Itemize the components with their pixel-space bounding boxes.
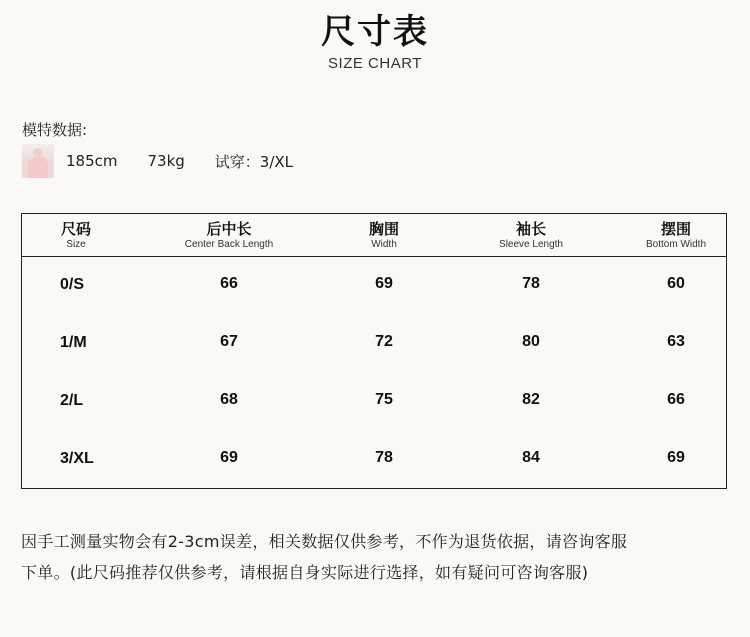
table-cell: 69 bbox=[375, 275, 393, 292]
table-cell: 72 bbox=[375, 333, 393, 350]
table-cell: 69 bbox=[667, 449, 685, 466]
table-cell: 66 bbox=[220, 275, 238, 292]
table-cell: 78 bbox=[375, 449, 393, 466]
disclaimer-line-1: 因手工测量实物会有2-3cm误差，相关数据仅供参考，不作为退货依据，请咨询客服 bbox=[21, 532, 628, 551]
table-cell: 66 bbox=[667, 391, 685, 408]
column-header-size: 尺码 Size bbox=[60, 220, 92, 250]
column-header-sleeve-length: 袖长 Sleeve Length bbox=[499, 220, 563, 250]
model-data-row bbox=[22, 143, 293, 179]
table-cell-size: 3/XL bbox=[60, 450, 94, 467]
table-cell-size: 0/S bbox=[60, 276, 85, 293]
model-height: 185cm bbox=[66, 152, 118, 170]
table-cell-size: 2/L bbox=[60, 392, 84, 409]
model-fit-size: 试穿：3/XL bbox=[214, 152, 294, 171]
model-photo bbox=[22, 144, 54, 178]
column-header-back-length: 后中长 Center Back Length bbox=[184, 220, 274, 250]
table-cell: 68 bbox=[220, 391, 238, 408]
column-header-bottom-width: 摆围 Bottom Width bbox=[645, 220, 707, 250]
table-cell: 69 bbox=[220, 449, 238, 466]
table-cell-size: 1/M bbox=[60, 334, 87, 351]
table-header bbox=[22, 214, 726, 257]
table-cell: 78 bbox=[522, 275, 540, 292]
disclaimer-line-2: 下单。(此尺码推荐仅供参考，请根据自身实际进行选择，如有疑问可咨询客服) bbox=[21, 563, 589, 582]
column-header-width: 胸围 Width bbox=[368, 220, 400, 250]
disclaimer-note bbox=[21, 526, 731, 588]
table-cell: 63 bbox=[667, 333, 685, 350]
table-cell: 67 bbox=[220, 333, 238, 350]
table-cell: 80 bbox=[522, 333, 540, 350]
table-cell: 75 bbox=[375, 391, 393, 408]
model-data-label: 模特数据: bbox=[22, 121, 88, 139]
size-table bbox=[21, 213, 727, 489]
page-subtitle: SIZE CHART bbox=[328, 55, 422, 72]
table-cell: 82 bbox=[522, 391, 540, 408]
model-weight: 73kg bbox=[147, 152, 185, 170]
table-cell: 84 bbox=[522, 449, 540, 466]
page-title: 尺寸表 bbox=[321, 12, 429, 52]
table-cell: 60 bbox=[667, 275, 685, 292]
